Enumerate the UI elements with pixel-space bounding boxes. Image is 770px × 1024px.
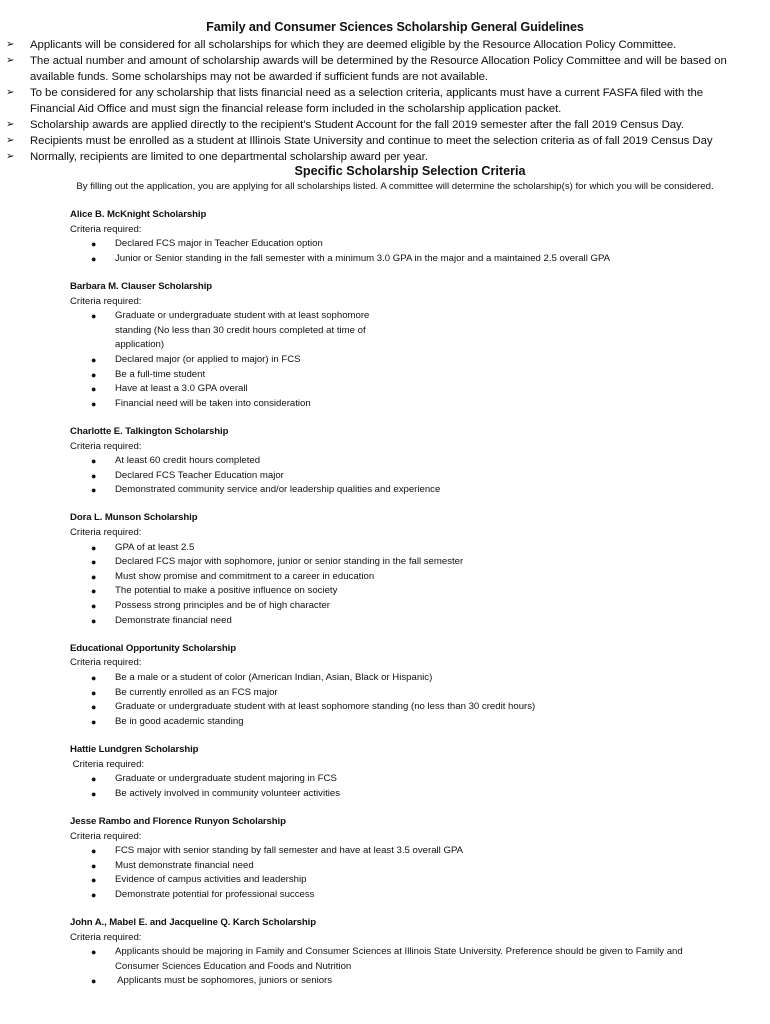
criterion-item [70,844,750,859]
bullet-icon: ● [91,860,97,871]
guideline-text: Normally, recipients are limited to one departmental scholarship award per year. [30,151,428,163]
criterion-item [70,787,750,802]
scholarship-block [70,208,750,266]
criterion-text: Be currently enrolled as an FCS major [115,686,278,698]
criterion-item [70,353,750,368]
scholarship-block [70,815,750,903]
criterion-text: Graduate or undergraduate student majoring in FCS [115,773,337,785]
scholarship-name: John A., Mabel E. and Jacqueline Q. Karch Scholarship [70,917,316,929]
criterion-item [70,309,750,353]
intro-text: By filling out the application, you are applying for all scholarships listed. A committee will determine the scholarship(s) for which you will be considered. [76,181,714,192]
criterion-text: FCS major with senior standing by fall semester and have at least 3.5 overall GPA [115,845,464,857]
criterion-text: Have at least a 3.0 GPA overall [115,383,248,395]
bullet-icon: ● [91,774,97,785]
scholarship-name: Barbara M. Clauser Scholarship [70,280,213,292]
criterion-text: The potential to make a positive influence on society [115,585,338,597]
criterion-item [70,715,750,730]
guideline-item [0,133,770,149]
criterion-text: Applicants should be majoring in Family and Consumer Sciences at Illinois State University. Preference should be given to Family and Consumer Sciences Education and Foods and Nutrition [115,946,683,972]
scholarship-block [70,280,750,411]
criterion-text: Financial need will be taken into consideration [115,397,311,409]
criterion-item [70,888,750,903]
scholarship-name: Dora L. Munson Scholarship [70,512,198,524]
bullet-icon: ● [91,687,97,698]
criterion-text: Junior or Senior standing in the fall semester with a minimum 3.0 GPA in the major and a maintained 2.5 overall GPA [115,252,611,264]
criterion-text: Possess strong principles and be of high character [115,600,330,612]
guideline-text: The actual number and amount of scholarship awards will be determined by the Resource Allocation Policy Committee and will be based on available funds. Some scholarships may not be awarded if sufficient funds are not available. [30,55,727,83]
scholarship-block [70,642,750,730]
criterion-text: Evidence of campus activities and leadership [115,874,307,886]
criterion-item [70,252,750,267]
criteria-list [70,671,750,729]
bullet-icon: ● [91,470,97,481]
bullet-icon: ● [91,398,97,409]
criterion-text: Be in good academic standing [115,715,244,727]
criteria-label: Criteria required: [70,758,145,770]
criterion-item [70,382,750,397]
bullet-icon: ● [91,369,97,380]
bullet-icon: ● [91,673,97,683]
criterion-item [70,614,750,629]
bullet-icon: ● [91,253,97,264]
bullet-icon: ● [91,239,97,250]
criteria-label: Criteria required: [70,830,142,842]
guideline-item [0,117,770,133]
bullet-icon: ● [91,976,97,987]
criteria-list [70,237,750,266]
criterion-item [70,686,750,701]
bullet-icon: ● [91,542,97,553]
criterion-text: Demonstrated community service and/or leadership qualities and experience [115,484,441,496]
guideline-item [0,37,770,53]
document-title: Family and Consumer Sciences Scholarship General Guidelines [206,20,584,34]
scholarship-block [70,916,750,989]
bullet-icon: ● [91,571,97,582]
arrow-bullet-icon: ➢ [6,55,15,66]
criteria-list [70,945,750,989]
criterion-item [70,570,750,585]
bullet-icon: ● [91,354,97,365]
bullet-icon: ● [91,311,97,322]
bullet-icon: ● [91,586,97,597]
guideline-text: Recipients must be enrolled as a student at Illinois State University and continue to meet the selection criteria as of fall 2019 Census Day [30,135,713,147]
bullet-icon: ● [91,485,97,496]
criterion-text: Declared FCS major with sophomore, junior or senior standing in the fall semester [115,556,464,568]
criterion-text: Graduate or undergraduate student with at least sophomore standing (No less than 30 credit hours completed at time of application) [115,310,370,351]
criterion-text: Declared major (or applied to major) in FCS [115,353,301,365]
scholarship-name: Jesse Rambo and Florence Runyon Scholarship [70,815,286,827]
bullet-icon: ● [91,384,97,395]
criterion-item [70,368,750,383]
criteria-label: Criteria required: [70,295,142,307]
bullet-icon: ● [91,889,97,900]
criterion-item [70,772,750,787]
arrow-bullet-icon: ➢ [6,135,15,146]
criterion-item [70,671,750,686]
criteria-list [70,454,750,498]
bullet-icon: ● [91,456,97,467]
arrow-bullet-icon: ➢ [6,87,15,98]
criteria-label: Criteria required: [70,440,142,452]
guideline-text: Scholarship awards are applied directly to the recipient’s Student Account for the fall 2019 semester after the fall 2019 Census Day. [30,119,684,131]
criterion-text: Demonstrate potential for professional success [115,888,315,900]
criterion-item [70,945,750,974]
criterion-text: Must demonstrate financial need [115,859,254,871]
criteria-list [70,309,750,411]
criteria-label: Criteria required: [70,657,142,669]
guideline-text: To be considered for any scholarship that lists financial need as a selection criteria, applicants must have a current FASFA filed with the Financial Aid Office and must sign the financial release form included in the scholarship application packet. [30,87,704,115]
guideline-item [0,85,770,117]
criterion-item [70,873,750,888]
criterion-item [70,237,750,252]
scholarship-block [70,425,750,498]
criterion-text: Declared FCS major in Teacher Education option [115,238,323,250]
bullet-icon: ● [91,601,97,612]
criterion-text: Be a male or a student of color (American Indian, Asian, Black or Hispanic) [115,672,433,683]
criterion-item [70,555,750,570]
criteria-list [70,844,750,902]
scholarship-block [70,511,750,628]
criterion-text: Be actively involved in community volunteer activities [115,787,341,799]
guideline-text: Applicants will be considered for all scholarships for which they are deemed eligible by the Resource Allocation Policy Committee. [30,39,677,51]
criterion-item [70,397,750,412]
criterion-text: Be a full-time student [115,368,206,380]
criterion-text: Graduate or undergraduate student with at least sophomore standing (no less than 30 credit hours) [115,701,536,713]
scholarship-block [70,743,750,801]
criterion-text: Declared FCS Teacher Education major [115,469,284,481]
criterion-text: At least 60 credit hours completed [115,455,261,467]
criterion-text: Applicants must be sophomores, juniors or seniors [115,975,333,987]
bullet-icon: ● [91,788,97,799]
criteria-list [70,772,750,801]
criterion-item [70,974,750,989]
criteria-label: Criteria required: [70,931,142,943]
criterion-text: Demonstrate financial need [115,614,232,626]
general-guidelines-list [0,37,770,165]
arrow-bullet-icon: ➢ [6,119,15,130]
criterion-item [70,700,750,715]
section-title: Specific Scholarship Selection Criteria [294,164,526,178]
criteria-list [70,541,750,629]
bullet-icon: ● [91,875,97,886]
scholarship-list [70,208,750,1003]
scholarship-name: Alice B. McKnight Scholarship [70,209,207,220]
bullet-icon: ● [91,716,97,727]
scholarship-name: Charlotte E. Talkington Scholarship [70,425,229,437]
criterion-item [70,454,750,469]
bullet-icon: ● [91,947,97,958]
bullet-icon: ● [91,846,97,857]
criterion-item [70,599,750,614]
scholarship-name: Educational Opportunity Scholarship [70,642,237,654]
criterion-item [70,584,750,599]
criteria-label: Criteria required: [70,527,142,539]
criterion-item [70,469,750,484]
bullet-icon: ● [91,557,97,568]
criterion-item [70,541,750,556]
bullet-icon: ● [91,615,97,626]
arrow-bullet-icon: ➢ [6,39,15,50]
criterion-item [70,483,750,498]
criterion-text: GPA of at least 2.5 [115,541,195,553]
bullet-icon: ● [91,702,97,713]
criterion-item [70,859,750,874]
guideline-item [0,53,770,85]
scholarship-name: Hattie Lundgren Scholarship [70,743,199,755]
arrow-bullet-icon: ➢ [6,151,15,162]
criteria-label: Criteria required: [70,223,142,235]
criterion-text: Must show promise and commitment to a career in education [115,570,375,582]
